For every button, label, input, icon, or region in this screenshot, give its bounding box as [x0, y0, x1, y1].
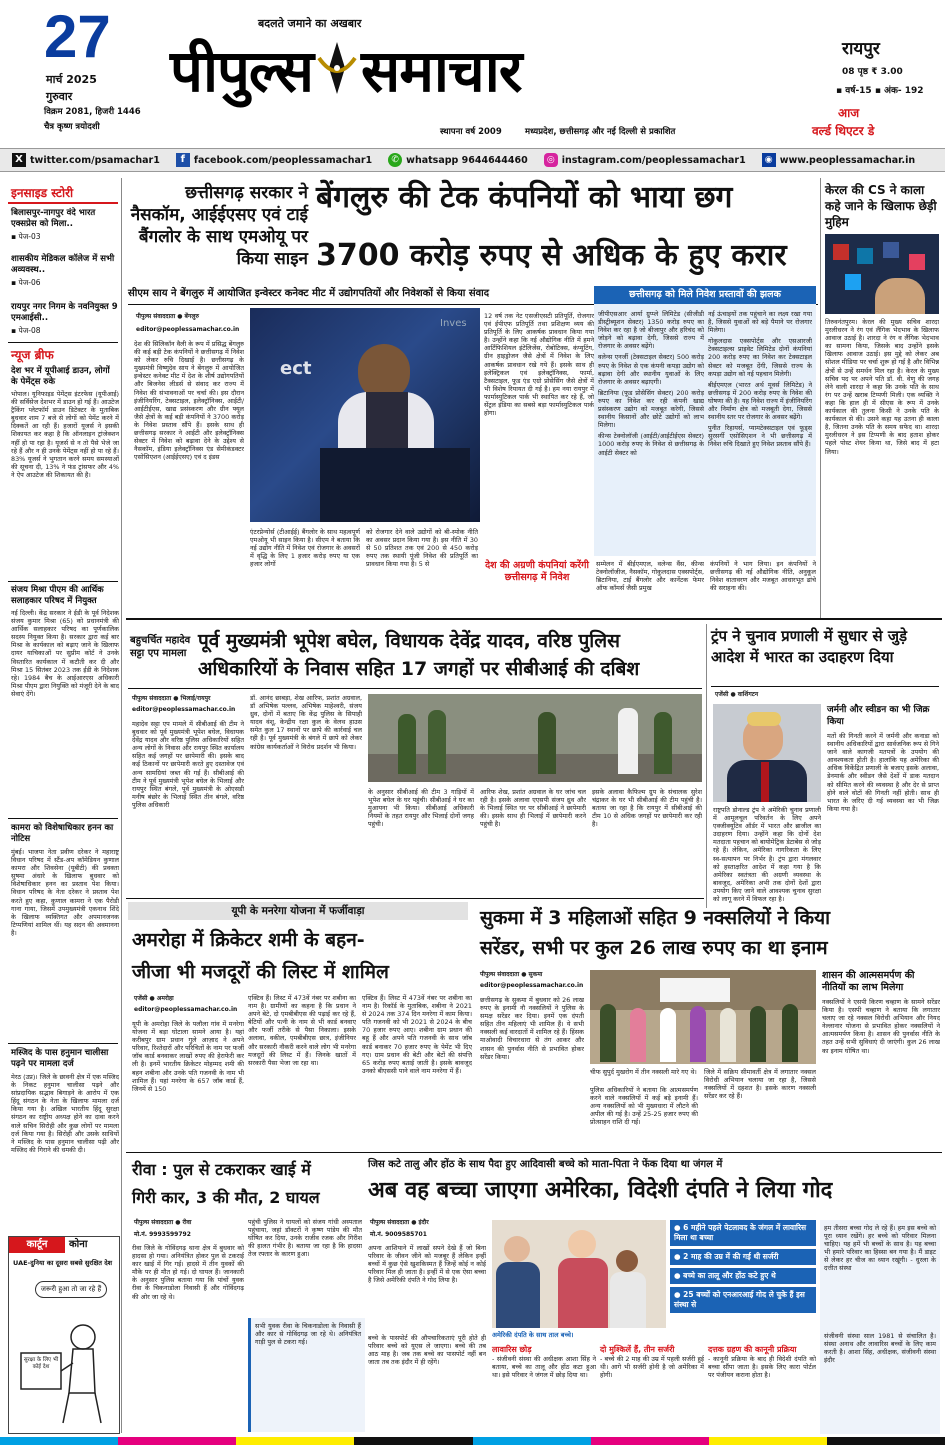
shami-email: editor@peoplessamachar.co.in	[134, 1006, 238, 1013]
cartoon-bubble: जरूरी हुआ तो जा रहे हैं	[35, 1281, 107, 1298]
adopt-bottom-item: दत्तक ग्रहण की कानूनी प्रक्रिया - कानूनी प्रक्रिया के बाद ही विदेशी दंपति को बच्चा सौंपा जाता है। इसके लिए कारा पोर्टल पर पंजीयन कराना होता है।	[708, 1345, 816, 1380]
cartoon-sign: सुरक्षा के लिए भी कोई देश	[23, 1357, 59, 1370]
trump-subhead: जर्मनी और स्वीडन का भी जिक्र किया	[827, 705, 930, 727]
lead-byline: पीपुल्स संवाददाता ● बेंगलुरु	[136, 313, 200, 320]
cbi-column: डॉ. आनंद छाबड़ा, शेख आरिफ, प्रशांत अग्रवाल, डॉ अभिषेक पल्लव, अभिषेक माहेश्वरी, संजय ध्रुव, दोनों में बताए कि केंद्र पुलिस के सिपाही यादव वंशू, केन्द्रीय रक्षा कुल के वेलथ हाउस समेत कुल 17 स्थानों पर छापे की कार्रवाई चल रही है। पूर्व मुख्यमंत्री के बंगले में छापे को लेकर कांग्रेस कार्यकर्ताओं ने विरोध प्रदर्शन भी किया।	[250, 694, 362, 751]
social-strip	[0, 148, 945, 172]
tagline: बदलते जमाने का अखबार	[258, 17, 362, 30]
cartoon-corner: कोना	[69, 1239, 88, 1250]
masthead	[0, 0, 945, 152]
sukma-headline-1: सुकमा में 3 महिलाओं सहित 9 नक्सलियों ने किया	[480, 907, 831, 929]
adopt-photo-caption: अमेरिकी दंपति के साथ ताल बच्चे।	[492, 1331, 574, 1339]
trump-sub-body: मतों की गिनती करने में जर्मनी और कनाडा को स्थानीय अधिकारियों द्वारा सार्वजनिक रूप से गिने जाने वाले कागजी मतपत्रों के उपयोग की आवश्यकता होती है। हालांकि यह अमेरिका की अधिक विकेंद्रित प्रणाली के बजाए इसके अलावा, डेनमार्क और स्वीडन जैसे देशों में डाक मतदान को सीमित करने की व्यवस्था है और देर से प्राप्त होने वाले वोटों की गिनती नहीं होती। साथ ही भारत के जरिए दी गई व्यवस्था का भी जिक्र किया गया है।	[827, 732, 939, 813]
investor-note: कंपनियों ने भाग लिया। इन कंपनियों ने छत्तीसगढ़ की नई औद्योगिक नीति, अनुकूल निवेश वातावरण और मजबूत आधारभूत ढांचे की सराहना की।	[710, 560, 816, 593]
surrender-photo	[590, 970, 816, 1064]
rewa-headline-1: रीवा : पुल से टकराकर खाई में	[132, 1160, 311, 1179]
sukma-side-headline: शासन की आत्मसमर्पण की नीतियों का लाभ मिलेगा	[822, 970, 915, 993]
sukma-headline-2: सरेंडर, सभी पर कुल 26 लाख रुपए का था इनाम	[480, 937, 828, 959]
adopt-headline: अब वह बच्चा जाएगा अमेरिका, विदेशी दंपति ने लिया गोद	[368, 1178, 833, 1203]
trump-headline: ट्रंप ने चुनाव प्रणाली में सुधार से जुड़े आदेश में भारत का उदाहरण दिया	[711, 627, 908, 666]
social-media-photo	[825, 234, 939, 314]
sukma-side-body: नक्सलियों ने एसपी किरण चव्हाण के सामने सरेंडर किया है। एसपी चव्हाण ने बताया कि लगातार चलाए जा रहे नक्सल विरोधी अभियान और नियद नेल्लानार योजना से प्रभावित होकर नक्सलियों ने आत्मसमर्पण किया है। शासन की पुनर्वास नीति के तहत उन्हें सभी सुविधाएं दी जाएंगी। कुल 26 लाख का इनाम घोषित था।	[822, 998, 940, 1055]
rewa-byline: पीपुल्स संवाददाता ● रीवा	[134, 1219, 192, 1226]
web-icon: ◉	[762, 153, 776, 167]
shami-byline: एजेंसी ● अमरोहा	[134, 995, 174, 1002]
title-left: पीपुल्स	[170, 36, 313, 105]
adopt-phone: मो.नं. 9009585701	[370, 1231, 427, 1238]
cm-speech-photo: ect Inves	[250, 308, 480, 522]
shami-headline-2: जीजा भी मजदूरों की लिस्ट में शामिल	[132, 961, 389, 983]
adopt-quote: हम तीसरा बच्चा गोद ले रहे हैं। हम इस बच्चे को पूरा ध्यान रखेंगे। हर बच्चे को परिवार मिलना चाहिए। यह हमें भी बच्चों के साथ है। यह बच्चा भी हमारे परिवार का हिस्सा बन गया है। मैं डाइट से लेकर हर चीज का ध्यान रखूंगी। - धुरला के दत्तीत संस्था	[824, 1224, 936, 1273]
trump-photo	[713, 704, 821, 802]
sukma-column: जिले में सक्रिय सीमावर्ती क्षेत्र में लगातार नक्सल विरोधी अभियान चलाया जा रहा है, जिससे नक्सलियों में दहशत है। इसके कारण नक्सली सरेंडर कर रहे हैं।	[704, 1068, 816, 1101]
cartoon-note: UAE-दुनिया का दूसरा सबसे सुरक्षित देश	[13, 1259, 113, 1267]
instagram-icon: ◎	[544, 153, 558, 167]
year-issue: ▪ वर्ष-15 ▪ अंक- 192	[836, 86, 924, 96]
adopt-byline: पीपुल्स संवाददाता ● इंदौर	[370, 1219, 429, 1226]
inside-story-title: इनसाइड स्टोरी	[11, 186, 74, 200]
lead-headline-1: बेंगलुरु की टेक कंपनियों को भाया छग	[316, 180, 733, 215]
adoption-photo	[492, 1220, 666, 1328]
instagram-link[interactable]: instagram.com/peoplessamachar1	[561, 154, 746, 166]
kerala-column	[820, 178, 941, 618]
rewa-quote-text: सभी युवक रीवा के चिकनाडोला के निवासी हैं और कार से गोविंदगढ़ जा रहे थे। अनियंत्रित गाड़ी पुल से टकरा गई।	[255, 1322, 361, 1347]
shami-headline-1: अमरोहा में क्रिकेटर शमी के बहन-	[132, 929, 365, 951]
weekday: गुरुवार	[46, 90, 73, 103]
lead-column: देश की सिलिकॉन वैली के रूप में प्रसिद्ध बेंगलुरु की कई बड़ी टेक कंपनियों ने छत्तीसगढ़ में निवेश को लेकर रुचि दिखाई है। छत्तीसगढ़ के मुख्यमंत्री विष्णुदेव साय ने बेंगलुरु में आयोजित इन्वेस्टर कनेक्ट मीट में देश के शीर्ष उद्योगपतियों और बिजनेस लीडर्स से संवाद कर राज्य में निवेश की संभावनाओं पर चर्चा की। इस दौरान इंजीनियरिंग, टेक्सटाइल, इलेक्ट्रॉनिक्स, आईटी/आईटीईएस, खाद्य प्रसंस्करण और ग्रीन फ्यूल जैसे क्षेत्रों के कई बड़ी कंपनियों ने 3700 करोड़ के निवेश प्रस्ताव सौंपे हैं। इसके साथ ही छत्तीसगढ़ सरकार ने आईटी और इलेक्ट्रॉनिक्स सेक्टर में निवेश को बढ़ावा देने के उद्देश्य से नैसकॉम, इंडिया इलेक्ट्रॉनिक्स एंड सेमीकंडक्टर एसोसिएशन (आईईएसए) एवं द इंडस	[134, 340, 244, 462]
trump-column	[706, 624, 941, 908]
cbi-kicker: बहुचर्चित महादेव सट्टा एप मामला	[130, 635, 191, 659]
cbi-photo-caption: आरिफ शेख, प्रशांत अग्रवाल के घर जांच चल रही है। इसके अलावा एएसपी संजय ध्रुव और के भिलाई स्थित घर पर सीबीआई ने छापेमारी की। इसके साथ ही भिलाई में छापेमारी करने पहुंची है।	[480, 788, 586, 829]
shami-column: एक्टिव हैं। लिस्ट में 473वें नंबर पर शबीना का नाम है। ग्रामीणों का कहना है कि प्रधान ने अपने बेटे, दो एमबीबीएस की पढ़ाई कर रहे हैं, बेटियों और पत्नी के नाम से भी कार्ड बनवाए और फर्जी तरीके से पैसा निकाला। इसके अलावा, वकील, एमबीबीएस छात्र, इंजीनियर और सरकारी नौकरी करने वाले लोग भी मनरेगा मजदूरों की लिस्ट में हैं। जिनके खातों में सरकारी पैसा भेजा जा रहा था।	[248, 994, 356, 1067]
fact-item: ● 25 बच्चों को एनआरआई गोद ले चुके हैं इस संस्था से	[670, 1287, 816, 1313]
investor-note: सम्मेलन में बीईएमएल, वलेन्स वैंस, कीन्स टेक्नोलॉजीज, नैसकॉम, गोकुलदास एक्सपोर्ट्स, ब्रिटानिया, टाई बैंगलोर और कार्नेटक फेमर ऑफ कॉमर्स जैसी प्रमुख	[596, 560, 704, 593]
brief-body: मेरठ (उप्र)। जिले के छावनी क्षेत्र में एक मस्जिद के निकट हनुमान चालीसा पढ़ने और सांप्रदायिक सद्भाव बिगाड़ने के आरोप में एक हिंदू संगठन के नेता के खिलाफ मामला दर्ज किया गया है। अखिल भारतीय हिंदू सुरक्षा संगठन का राष्ट्रीय अध्यक्ष होने का दावा करने वाले सचिन सिरोही और कुछ लोगों पर मामला दर्ज किया गया है। सिरोही और उसके साथियों ने मस्जिद के पास हनुमान चालीसा पढ़ी और मस्जिद की गिराने की धमकी दी।	[11, 1073, 119, 1154]
fact-item: ● 6 महीने पहले पेटलावद के जंगल में लावारिस मिला था बच्चा	[670, 1220, 816, 1246]
cbi-byline: पीपुल्स संवाददाता ● भिलाई/रायपुर	[132, 695, 211, 702]
brief-headline: देश भर में यूपीआई डाउन, लोगों के पेमेंट्स रुके	[11, 366, 110, 387]
cbi-email: editor@peoplessamachar.co.in	[132, 706, 236, 713]
adopt-right-column	[820, 1220, 940, 1434]
fact-item: ● 2 माह की उम्र में की गई थी सर्जरी	[670, 1249, 816, 1265]
cartoon-label: कार्टून	[9, 1237, 65, 1253]
inside-item[interactable]: बिलासपुर-नागपुर वंदे भारत एक्सप्रेस को मिला.. ▪ पेज-03	[11, 208, 96, 241]
lead-column: को रोजगार देने वाले उद्योगों को बी-स्पोक नीति का अवसर प्रदान किया गया है। इस नीति में 30 से 50 प्रतिशत तक एवं 200 से 450 करोड़ रुपए तक स्थायी पूंजी निवेश की प्रतिपूर्ति का प्रावधान किया गया है। 5 से	[366, 528, 478, 569]
published-from: मध्यप्रदेश, छत्तीसगढ़ और नई दिल्ली से प्रकाशित	[525, 127, 676, 137]
shami-column: यूपी के अमरोहा जिले के पलौला गांव में मनरेगा योजना में बड़ा घोटाला सामने आया है। यहां करीबपुर ग्राम प्रधान गुले आज़ाद ने अपने परिवार, रिश्तेदारों और परिचितों के नाम पर फर्जी जॉब कार्ड बनवाकर लाखों रुपए की हेराफेरी कर ली है। इनमें भारतीय क्रिकेटर मोहम्मद शमी की बहन शबीना और उनके पति गजनवी के नाम भी शामिल हैं। यहां मनरेगा के 657 जॉब कार्ड हैं, जिनमें से 150	[132, 1020, 244, 1093]
adopt-quote: संजीवनी संस्था साल 1981 से संचालित है। संस्था अनाथ और लावारिस बच्चों के लिए काम करती है। आशा सिंह, अधीक्षक, संजीवनी संस्था इंदौर	[824, 1332, 936, 1365]
sukma-photo-caption: चीफ सुपुर्द मुखरोग में तीन नक्सली मारे गए थे।	[590, 1068, 697, 1076]
inside-item[interactable]: शासकीय मेडिकल कॉलेज में सभी अव्यवस्थ.. ▪ पेज-06	[11, 254, 115, 287]
trump-byline: एजेंसी ● वाशिंगटन	[715, 691, 759, 698]
website-link[interactable]: www.peoplessamachar.in	[779, 154, 916, 166]
cartoon-box	[8, 1236, 120, 1434]
twitter-link[interactable]: twitter.com/psamachar1	[30, 154, 160, 166]
adopt-facts-box	[670, 1220, 816, 1342]
kerala-headline: केरल की CS ने काला कहे जाने के खिलाफ छेड़ी मुहिम	[825, 183, 937, 229]
lead-email: editor@peoplessamachar.co.in	[136, 326, 240, 333]
whatsapp-link[interactable]: whatsapp 9644644460	[406, 154, 528, 166]
cbi-column: महादेव सट्टा एप मामले में सीबीआई की टीम ने बुधवार को पूर्व मुख्यमंत्री भूपेश बघेल, विधायक देवेंद्र यादव और वरिष्ठ पुलिस अधिकारियों सहित अन्य लोगों के निवास और रायपुर स्थित कार्यालय सहित कई जगहों पर छापेमारी की। इसके बाद कई ठिकानों पर छापेमारी करते हुए दस्तावेज एवं अन्य सामग्रियां जब्त की गई हैं। सीबीआई की टीम ने पूर्व मुख्यमंत्री भूपेश बघेल के भिलाई और रायपुर स्थित बंगले, पूर्व मुख्यमंत्री के ओएसडी मनीष बंछोर के भिलाई स्थित तीन बंगले, वरिष्ठ पुलिस अधिकारी	[132, 720, 244, 809]
cbi-headline-1: पूर्व मुख्यमंत्री भूपेश बघेल, विधायक देवेंद्र यादव, वरिष्ठ पुलिस	[198, 630, 620, 652]
rewa-headline-2: गिरी कार, 3 की मौत, 2 घायल	[132, 1188, 320, 1207]
lead-side-headline: छत्तीसगढ़ सरकार ने नैसकॉम, आईईएसए एवं टाई बैंगलोर के साथ एमओयू पर किया साइन	[130, 183, 308, 269]
brief-body: भोपाल। यूनिफाइड पेमेंट्स इंटरफेस (यूपीआई) की सर्विसेज देशभर में डाउन हो गई हैं। आउटेज ट्रैकिंग प्लेटफॉर्म डाउन डिटेक्टर के मुताबिक बुधवार शाम 7 बजे से लोगों को पेमेंट करने में दिक्कतें आ रही हैं। हजारों यूजर्स ने इसकी शिकायत कर कहा है कि ऑनलाइन ट्रांजेक्शन नहीं हो पा रहा है। यूजर्स से न तो पैसे भेजे जा रहे हैं और न ही उनके पेमेंट्स नहीं हो पा रहे हैं। 83% यूजर्स ने भुगतान करने समय समस्याओं की सूचना दी, 13% ने फंड ट्रांसफर और 4% ने ऐप आउटेज की शिकायत की है।	[11, 390, 119, 479]
today-event: वर्ल्ड थिएटर डे	[812, 124, 875, 138]
date-month: मार्च 2025	[46, 73, 97, 86]
rewa-phone: मो.नं. 9993599792	[134, 1231, 191, 1238]
shami-column: एक्टिव हैं। लिस्ट में 473वें नंबर पर शबीना का नाम है। रिकॉर्ड के मुताबिक, शबीना ने 2021 से 2024 तक 374 दिन मनरेगा में काम किया। पति गजनवी को भी 2021 से 2024 के बीच 70 हजार रुपए आए। शबीना ग्राम प्रधान की बहू हैं और अपने पति गजनवी के साथ जॉब कार्ड बनाकर 70 हजार रुपए के पेमेंट भी दिए गए। ग्राम प्रधान की बेटी और बेटों की संपत्ति 65 करोड़ रुपए बताई जाती है। इसके बावजूद उनको बीएससी पाने वाले नाम मनरेगा में हैं।	[362, 994, 472, 1075]
cbi-headline-2: अधिकारियों के निवास सहित 17 जगहों पर सीबीआई की दबिश	[198, 658, 640, 680]
whatsapp-icon: ✆	[388, 153, 402, 167]
lead-subhead: सीएम साय ने बेंगलुरु में आयोजित इन्वेस्टर कनेक्ट मीट में उद्योगपतियों और निवेशकों से किया संवाद	[128, 288, 490, 299]
sukma-byline: पीपुल्स संवाददाता ● सुकमा	[480, 971, 543, 978]
inside-item[interactable]: रायपुर नगर निगम के नवनियुक्त 9 एमआईसी.. ▪ पेज-08	[11, 302, 118, 335]
adopt-bottom-item: दो मुश्किलें हैं, तीन सर्जरी - बच्चे की 2 माह की उम्र में पहली सर्जरी हुई थी। आगे भी सर्जरी होनी है जो अमेरिका में होगी।	[600, 1345, 704, 1380]
rewa-column: रीवा जिले के गोविंदगढ़ थाना क्षेत्र में बुधवार को हादसा हो गया। अनियंत्रित होकर पुल से टकराई कार खाई में गिर गई। हादसे में तीन युवकों की मौके पर ही मौत हो गई। दो घायल हैं। जानकारी के अनुसार पुलिस बताया गया कि पांचों युवक रीवा के चिकनाडोला निवासी हैं और गोविंदगढ़ की ओर जा रहे थे।	[132, 1244, 244, 1301]
pages-price: 08 पृष्ठ ₹ 3.00	[842, 67, 903, 77]
kerala-body: तिरुवनंतपुरम। केरल की मुख्य सचिव शारदा मुरलीधरन ने रंग एवं लैंगिक भेदभाव के खिलाफ आवाज उठाई है। शारदा ने रंग व लैंगिक भेदभाव का सामना किया, जिसके बाद उन्होंने इसके खिलाफ आवाज उठाई। इस मुद्दे को लेकर अब सोशल मीडिया पर चर्चा शुरू हो गई है और विभिन्न क्षेत्रों से उन्हें समर्थन मिल रहा है। केरल के मुख्य सचिव पद पर अपने पति डॉ. वी. वेणु की जगह लेने वाली शारदा ने कहा कि उनके पति के साथ रंग पर उन्हें खराब टिप्पणी मिली। एक व्यक्ति ने कहा कि हाल ही में सीएस के रूप में उनके कार्यकाल की तुलना किसी ने उनके पति के कार्यकाल से की। उसने कहा यह उतना ही काला है, जितना उनके पति के समय सफेद था। शारदा मुरलीधरन ने इस टिप्पणी के बाद हताश होकर पहले पोस्ट शेयर किया था, जिसे बाद में हटा लिया।	[825, 318, 939, 456]
sukma-column: छत्तीसगढ़ के सुकमा में बुधवार को 26 लाख रुपए के इनामी नौ नक्सलियों ने पुलिस के समक्ष सरेंडर कर दिया। इनमें एक दंपती सहित तीन महिलाएं भी शामिल हैं। ये सभी नक्सली कई वारदातों में शामिल रहे हैं। हिंसक माओवादी विचारधारा से तंग आकर और शासन की पुनर्वास नीति से प्रभावित होकर सरेंडर किया।	[480, 996, 584, 1061]
left-sidebar	[8, 178, 122, 1433]
twitter-icon: X	[12, 153, 26, 167]
brief-body: नई दिल्ली। केंद्र सरकार ने ईडी के पूर्व निदेशक संजय कुमार मिश्रा (65) को प्रधानमंत्री की आर्थिक सलाहकार परिषद का पूर्णकालिक सदस्य नियुक्त किया है। सरकार द्वारा कई बार मिश्रा के कार्यकाल को बढ़ाए जाने के खिलाफ दायर याचिकाओं पर सुप्रीम कोर्ट ने उनके विस्तारित कार्यकाल में कटौती कर दी और मिश्रा 15 सितंबर 2023 तक ईडी के निदेशक रहे। 1984 बैच के आईआरएस अधिकारी मिश्रा पीएम द्वारा नियुक्ति को मंजूरी देने के बाद सेवाएं देंगे।	[11, 609, 119, 698]
shami-kicker: यूपी के मनरेगा योजना में फर्जीवाड़ा	[128, 902, 468, 920]
paper-title	[170, 28, 795, 108]
brief-headline: कामरा को विशेषाधिकार हनन का नोटिस	[11, 823, 114, 844]
registration-strip	[0, 1437, 945, 1445]
since-year: स्थापना वर्ष 2009	[440, 127, 502, 137]
rewa-column: पहुंची पुलिस ने घायलों को संजय गांधी अस्पताल पहुंचाया, जहां डॉक्टरों ने कृष्ण पांडेय की मौत घोषित कर दिया, उनके राजीव रजक और गिरीश की हालत गंभीर है। बताया जा रहा है कि हादसा तेज रफ्तार के कारण हुआ।	[248, 1218, 362, 1259]
pen-logo-icon	[315, 38, 359, 98]
brief-body: मुंबई। भाजपा नेता प्रवीण दरेकर ने महाराष्ट्र विधान परिषद में स्टैंड-अप कॉमेडियन कुणाल कामरा और शिवसेना (यूबीटी) की प्रवक्ता सुषमा अंधारे के खिलाफ बुधवार को विशेषाधिकार हनन का प्रस्ताव पेश किया। विधान परिषद के नेता दरेकर ने प्रस्ताव पेश करते हुए कहा, कुणाल कामरा ने एक पैरोडी गाना गाया, जिसमें उपमुख्यमंत्री एकनाथ शिंदे के खिलाफ व्यक्तिगत और अपमानजनक टिप्पणियां शामिल थीं। यह सदन की अवमानना है।	[11, 848, 119, 937]
tithi: चैत्र कृष्ण त्रयोदशी	[44, 122, 100, 132]
lead-column: एंटरप्रेन्योर्स (टीआईई) बैंगलोर के साथ महत्वपूर्ण एमओयू भी साइन किया है। सीएम ने बताया कि नई उद्योग नीति में निवेश एवं रोजगार के अवसरों में वृद्धि के लिए 1 हजार करोड़ रुपए या एक हजार लोगों	[250, 528, 360, 569]
rewa-quote	[248, 1318, 365, 1432]
brief-headline: मस्जिद के पास हनुमान चालीसा पढ़ने पर मामला दर्ज	[11, 1048, 109, 1069]
today-label: आज	[838, 106, 860, 120]
sukma-email: editor@peoplessamachar.co.in	[480, 982, 584, 989]
investor-note-title: देश की अग्रणी कंपनियां करेंगी छत्तीसगढ़ में निवेश	[485, 560, 589, 583]
adopt-column: अपना आशियाने में लाखों सपने देखे हैं जो बिना परिवार के जीवन जीने को मजबूर हैं लेकिन इन्हीं बच्चों में कुछ ऐसे खुशकिस्मत हैं जिन्हें कोई न कोई परिवार मिल ही जाता है। इन्हीं में से एक ऐसा बच्चा है जिसे अमेरिकी दंपति ने गोद लिया है।	[368, 1244, 486, 1285]
adopt-bottom-item: लावारिस छोड़ - संजीवनी संस्था की अधीक्षक आशा सिंह ने बताया, बच्चे का तालू और होंठ कटा हुआ था। इसे परिवार ने जंगल में छोड़ दिया था।	[492, 1345, 596, 1380]
brief-headline: संजय मिश्रा पीएम की आर्थिक सलाहकार परिषद में नियुक्त	[11, 585, 104, 606]
adopt-kicker: जिस कटे तालु और होंठ के साथ पैदा हुए आदिवासी बच्चे को माता-पिता ने फेंक दिया था जंगल में	[368, 1159, 723, 1170]
investment-box-title: छत्तीसगढ़ को मिले निवेश प्रस्तावों की झलक	[594, 286, 816, 304]
cbi-photo-caption: के अनुसार सीबीआई की टीम 3 गाड़ियों में भूपेश बघेल के घर पहुंची। सीबीआई ने घर का मुआयना भी किया। सीबीआई अधिकारी नियमों के तहत रायपुर और भिलाई दोनों जगह पहुंची।	[368, 788, 474, 829]
date-day: 27	[44, 3, 111, 70]
title-right: समाचार	[360, 36, 522, 105]
city-name: रायपुर	[842, 39, 880, 59]
fact-item: ● बच्चे का तालू और होंठ कटे हुए थे	[670, 1268, 816, 1284]
facebook-link[interactable]: facebook.com/peoplessamachar1	[193, 154, 373, 166]
trump-body: राष्ट्रपति डोनाल्ड ट्रंप ने अमेरिकी चुनाव प्रणाली में आमूलचूल परिवर्तन के लिए अपने एक्जीक्यूटिव ऑर्डर में भारत और ब्राजील का उदाहरण दिया। उन्होंने कहा कि दोनों देश मतदाता पहचान को बायोमेट्रिक डेटाबेस से जोड़ रहे हैं। लेकिन, अमेरिका नागरिकता के लिए स्व-सत्यापन पर निर्भर है। ट्रंप द्वारा मंगलवार को हस्ताक्षरित आदेश में कहा गया है कि अमेरिका स्वतंत्रता की अग्रणी व्यवस्था के बावजूद, अमेरिका अभी तक दोनों देशों द्वारा उपयोग किए जाने वाले आवश्यक चुनाव सुरक्षा को लागू करने में विफल रहा है।	[713, 806, 821, 904]
lead-column: 12 वर्ष तक नेट एसजीएसटी प्रतिपूर्ति, रोजगार एवं ईपीएफ प्रतिपूर्ति तथा प्रशिक्षण व्यय की प्रतिपूर्ति के लिए आकर्षक प्रावधान किया गया है। उन्होंने कहा कि नई औद्योगिक नीति में हमने आर्टिफिशियल इंटेलिजेंस, रोबोटिक्स, कंप्यूटिंग, ग्रीन हाइड्रोजन जैसे क्षेत्रों में निवेश के लिए आकर्षक प्रावधान रखे गये हैं। इसके साथ ही इलेक्ट्रिकल एवं इलेक्ट्रॉनिक्स, फार्मा, टैक्सटाइल, फूड एंड एग्रो प्रोसेसिंग जैसे क्षेत्रों में भी विशेष रियायत दी गई है। हम नया रायपुर में फार्मास्युटिकल पार्क भी स्थापित कर रहे हैं, जो सेंट्रल इंडिया का सबसे बड़ा फार्मास्युटिकल पार्क होगा।	[484, 312, 594, 418]
vikram-samvat: विक्रम 2081, हिजरी 1446	[44, 107, 141, 117]
sukma-column: पुलिस अधिकारियों ने बताया कि आत्मसमर्पण करने वाले नक्सलियों में कई बड़े इनामी हैं। अन्य नक्सलियों को भी मुख्यधारा में लौटने की अपील की गई है। उन्हें 25-25 हजार रुपए की प्रोत्साहन राशि दी गई।	[590, 1086, 698, 1127]
facebook-icon: f	[176, 153, 190, 167]
news-brief-title: न्यूज ब्रीफ	[11, 348, 54, 362]
investment-box	[594, 286, 816, 556]
investment-right-list: नई ऊंचाइयों तक पहुंचाने का लक्ष्य रखा गया है, जिससे युवाओं को बड़े पैमाने पर रोजगार मिलेगा। गोकुलदास एक्सपोर्ट्स और एसआरजी टेक्सटाइल्स प्राइवेट लिमिटेड दोनों कंपनियां 200 करोड़ रुपए का निवेश कर टेक्सटाइल सेक्टर को मजबूत देंगी, जिससे राज्य के कपड़ा उद्योग को नई पहचान मिलेगी। बीईएमएल (भारत अर्थ मूवर्स लिमिटेड) ने छत्तीसगढ़ में 200 करोड़ रुपए के निवेश की घोषणा की है। यह निवेश राज्य में इंजीनियरिंग और निर्माण क्षेत्र को मजबूती देगा, जिससे स्थानीय स्तर पर रोजगार के अवसर बढ़ेंगे। पुनीत रिहायर्स, प्यामटेक्सटाइल एवं फूड्स सुरसर्गी एसोसिएशन ने भी छत्तीसगढ़ में निवेश रुचि दिखाते हुए निवेश प्रस्ताव सौंपे हैं।	[708, 310, 812, 449]
cbi-photo-caption: इसके अलावा कैफिल्म ग्रुप के संचालक सुरेश चंद्राकर के घर भी सीबीआई की टीम पहुंची है। बताया जा रहा है कि रायपुर में सीबीआई की टीम 10 से अधिक जगहों पर छापेमारी कर रही है।	[592, 788, 702, 829]
adopt-column: बच्चे के पासपोर्ट की औपचारिकताएं पूरी होते ही परिवार बच्चे को यूएस ले जाएगा। बच्चे की तब आठ माह है। जब तक बच्चे का पासपोर्ट नहीं बन जाता तब तक इंदौर में ही रहेंगे।	[368, 1334, 486, 1367]
cartoon-drawing-icon	[13, 1313, 115, 1429]
cbi-raid-photo	[368, 694, 702, 782]
investment-left-list: जीपीएसआर आर्या ग्रुप्प्ले लिमिटेड (सीजीडी डीस्ट्रीब्यूशन सेक्टर) 1350 करोड़ रुपए का निवेश कर रहा है जो बीजापुर और हरिचंद को जोड़ने को बढ़ावा देगी, जिससे राज्य में रोजगार के अवसर बढ़ेंगे। वलेन्स एनर्जी (टेक्सटाइल सेक्टर) 500 करोड़ रुपए के निवेश से एक कंपनी कपड़ा उद्योग को बढ़ावा देगी और स्थानीय युवाओं के लिए रोजगार के अवसर बढ़ाएगी। ब्रिटानिया (फूड प्रोसेसिंग सेक्टर) 200 करोड़ रुपए का निवेश कर रही कंपनी खाद्य प्रसंस्करण उद्योग को मजबूत करेगी, जिससे स्थानीय किसानों और छोटे उद्योगों को लाभ मिलेगा। कीन्स टेक्नोलॉजी (आईटी/आईटीईएस सेक्टर) 1000 करोड़ रुपए के निवेश से छत्तीसगढ़ के आईटी सेक्टर को	[598, 310, 704, 457]
lead-headline-2: 3700 करोड़ रुपए से अधिक के हुए करार	[316, 238, 787, 273]
